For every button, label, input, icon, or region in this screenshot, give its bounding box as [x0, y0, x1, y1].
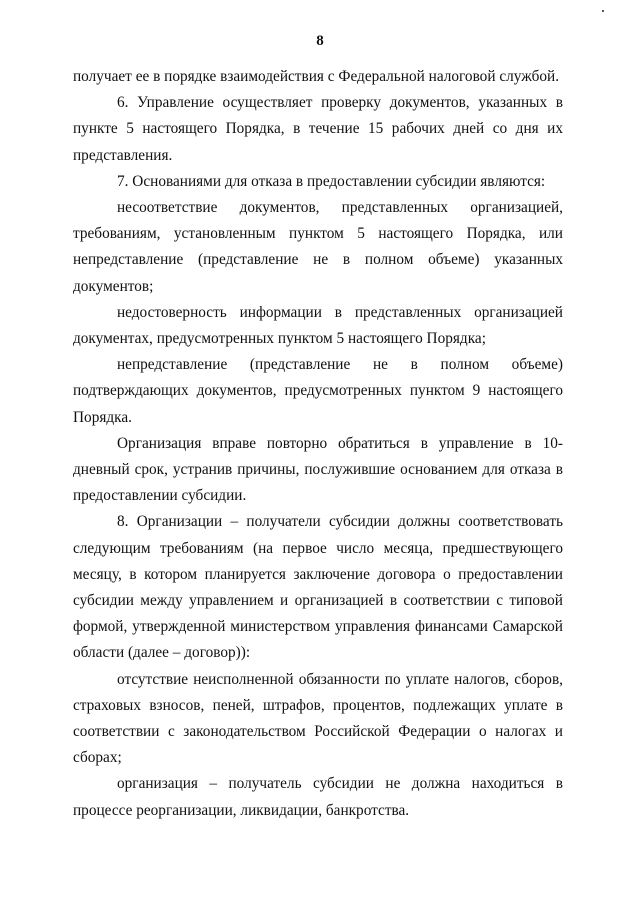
paragraph-requirement-1: отсутствие неисполненной обязанности по уплате налогов, сборов, страховых взносов, пеней, штрафов, процентов, подлежащих уплате в соответствии с законодательством Российской Федерации о налогах и сборах;	[73, 670, 563, 767]
paragraph-refusal-reason-3: непредставление (представление не в полном объеме) подтверждающих документов, предусмотренных пунктом 9 настоящего Порядка.	[73, 356, 563, 426]
paragraph-refusal-reason-2: недостоверность информации в представленных организацией документах, предусмотренных пунктом 5 настоящего Порядка;	[73, 303, 563, 348]
paragraph-item-8: 8. Организации – получатели субсидии должны соответствовать следующим требованиям (на первое число месяца, предшествующего месяцу, в котором планируется заключение договора о предоставлении субсидии между управлением и организацией в соответствии с типовой формой, утвержденной министерством управления финансами Самарской области (далее – договор)):	[73, 513, 563, 662]
paragraph-item-7: 7. Основаниями для отказа в предоставлении субсидии являются:	[117, 172, 546, 190]
document-body	[73, 64, 563, 824]
paragraph-item-6: 6. Управление осуществляет проверку документов, указанных в пункте 5 настоящего Порядка, в течение 15 рабочих дней со дня их представления.	[73, 94, 563, 164]
paragraph-refusal-reason-1: несоответствие документов, представленных организацией, требованиям, установленным пунктом 5 настоящего Порядка, или непредставление (представление не в полном объеме) указанных документов;	[73, 199, 563, 295]
paragraph-requirement-2: организация – получатель субсидии не должна находиться в процессе реорганизации, ликвидации, банкротства.	[73, 775, 563, 819]
paragraph-continuation: получает ее в порядке взаимодействия с Федеральной налоговой службой.	[73, 68, 560, 85]
scan-mark	[602, 10, 604, 12]
paragraph-reapply: Организация вправе повторно обратиться в управление в 10-дневный срок, устранив причины, послужившие основанием для отказа в предоставлении субсидии.	[73, 434, 563, 505]
page-number: 8	[316, 33, 324, 49]
